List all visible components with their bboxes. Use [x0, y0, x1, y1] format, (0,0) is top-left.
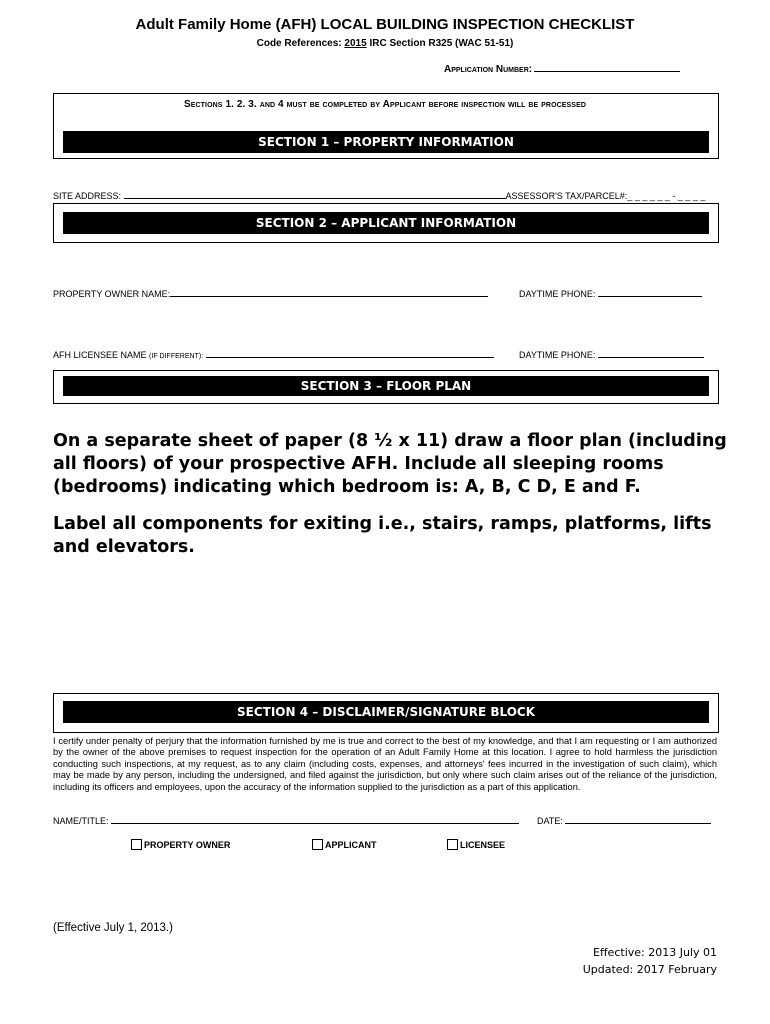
application-number-label: Application Number: — [444, 64, 533, 75]
licensee-name-row — [53, 348, 494, 360]
owner-name-label: PROPERTY OWNER NAME: — [53, 289, 171, 299]
floor-plan-paragraph: On a separate sheet of paper (8 ½ x 11) draw a floor plan (including all floors) of your prospective AFH. Include all sleeping rooms (bedrooms) indicating which bedroom is: A, B, C D, E and F. — [53, 431, 727, 497]
code-prefix: Code References: — [256, 38, 345, 49]
licensee-phone-label: DAYTIME PHONE: — [519, 350, 596, 360]
licensee-phone-row — [519, 348, 704, 360]
section3-header: SECTION 3 – FLOOR PLAN — [63, 376, 709, 396]
checkbox-label: APPLICANT — [325, 840, 377, 850]
code-suffix: IRC Section R325 (WAC 51-51) — [366, 38, 514, 49]
application-number — [444, 61, 680, 75]
assessor-field[interactable]: _ _ _ _ _ _ - _ _ _ _ — [627, 191, 706, 201]
code-references — [0, 38, 770, 49]
document-title: Adult Family Home (AFH) LOCAL BUILDING INSPECTION CHECKLIST — [135, 16, 635, 33]
completion-notice: Sections 1. 2. 3. and 4 must be completed by Applicant before inspection will be processed — [183, 99, 586, 110]
checkbox-square-icon[interactable] — [312, 839, 323, 850]
section1-header: SECTION 1 – PROPERTY INFORMATION — [63, 131, 709, 153]
owner-name-field[interactable] — [170, 287, 488, 297]
site-address-row — [53, 189, 705, 201]
date-row — [537, 814, 711, 826]
name-title-row — [53, 814, 519, 826]
licensee-name-label: AFH LICENSEE NAME — [53, 350, 147, 360]
code-year: 2015 — [344, 38, 367, 49]
footer-dates — [583, 944, 717, 978]
licensee-name-field[interactable] — [206, 348, 494, 358]
floor-plan-instructions — [53, 430, 733, 573]
assessor-label: ASSESSOR'S TAX/PARCEL#: — [505, 191, 628, 201]
site-address-field[interactable] — [124, 189, 506, 199]
checkbox-square-icon[interactable] — [131, 839, 142, 850]
checkbox-applicant[interactable] — [312, 840, 377, 851]
checkbox-label: LICENSEE — [460, 840, 506, 850]
checkbox-label: PROPERTY OWNER — [144, 840, 231, 850]
owner-phone-label: DAYTIME PHONE: — [519, 289, 596, 299]
date-field[interactable] — [565, 814, 711, 824]
exiting-paragraph: Label all components for exiting i.e., stairs, ramps, platforms, lifts and elevators. — [53, 514, 712, 557]
name-title-field[interactable] — [111, 814, 519, 824]
site-address-label: SITE ADDRESS: — [53, 191, 122, 201]
footer-updated: Updated: 2017 February — [582, 963, 717, 976]
licensee-phone-field[interactable] — [598, 348, 704, 358]
owner-phone-field[interactable] — [598, 287, 702, 297]
application-number-field[interactable] — [534, 61, 680, 72]
effective-note: (Effective July 1, 2013.) — [53, 922, 173, 934]
checkbox-square-icon[interactable] — [447, 839, 458, 850]
footer-effective: Effective: 2013 July 01 — [593, 946, 717, 959]
disclaimer-text: I certify under penalty of perjury that the information furnished by me is true and correct to the best of my knowledge, and that I am requesting or I am authorized by the owner of the above premises to request inspection for the operation of an Adult Family Home at this location. I agree to hold harmless the jurisdiction conducting such inspections, at my request, as to any claim (including costs, expenses, and attorneys' fees incurred in the investigation of such claim), which may be made by any person, including the undersigned, and filed against the jurisdiction, but only where such claim arises out of the reliance of the jurisdiction, including its officers and employees, upon the accuracy of the information supplied to the jurisdiction as a part of this application. — [53, 736, 717, 792]
section2-header: SECTION 2 – APPLICANT INFORMATION — [63, 212, 709, 234]
licensee-name-note: (IF DIFFERENT): — [149, 353, 204, 360]
checkbox-licensee[interactable] — [447, 840, 505, 851]
checkbox-property-owner[interactable] — [131, 840, 230, 851]
name-title-label: NAME/TITLE: — [53, 816, 109, 826]
section4-header: SECTION 4 – DISCLAIMER/SIGNATURE BLOCK — [63, 701, 709, 723]
date-label: DATE: — [537, 816, 563, 826]
owner-phone-row — [519, 287, 702, 299]
owner-name-row — [53, 287, 488, 299]
